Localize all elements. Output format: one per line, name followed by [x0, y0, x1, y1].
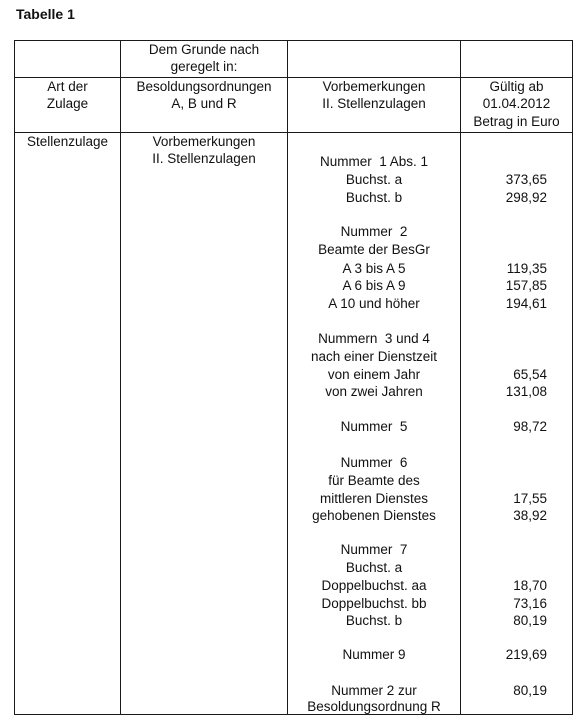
entry-value: 194,61	[505, 296, 547, 311]
entry-value: 373,65	[505, 172, 547, 187]
entry-label: A 10 und höher	[328, 296, 420, 311]
header-col1-line2: Zulage	[46, 96, 89, 111]
header-col1-line1: Art der	[47, 79, 88, 94]
header-col3-line1: Vorbemerkungen	[322, 79, 426, 94]
entry-label: gehobenen Dienstes	[312, 508, 436, 523]
header-col3-line2: II. Stellenzulagen	[322, 96, 426, 111]
entry-label: Nummer 2 zur	[331, 683, 417, 698]
entry-value: 219,69	[505, 647, 547, 662]
entry-value: 73,16	[513, 596, 547, 611]
header-col2-line1: Besoldungsordnungen	[136, 79, 272, 94]
entry-label: Buchst. a	[345, 172, 403, 187]
header-col4-line1: Gültig ab	[489, 79, 544, 94]
entry-label: von einem Jahr	[327, 367, 421, 382]
header-col2-line2: A, B und R	[171, 96, 237, 111]
entry-label: Nummer 7	[340, 542, 408, 557]
entry-value: 98,72	[513, 419, 547, 434]
entry-label: A 6 bis A 9	[342, 278, 406, 293]
entry-value: 131,08	[505, 384, 547, 399]
entry-label: Nummer 6	[340, 455, 408, 470]
entry-label: Nummer 1 Abs. 1	[319, 154, 429, 169]
entry-label: Nummer 5	[340, 419, 408, 434]
header-col4-line2: 01.04.2012	[482, 96, 551, 111]
entry-value: 17,55	[513, 491, 547, 506]
entry-value: 298,92	[505, 190, 547, 205]
entry-value: 80,19	[513, 613, 547, 628]
entry-label: Buchst. b	[345, 613, 403, 628]
header-col4-line3: Betrag in Euro	[473, 114, 560, 129]
entry-label: von zwei Jahren	[325, 384, 423, 399]
entry-label: Doppelbuchst. aa	[321, 578, 427, 593]
entry-label: A 3 bis A 5	[342, 261, 406, 276]
entry-label: Buchst. a	[345, 560, 403, 575]
entry-value: 65,54	[513, 367, 547, 382]
entry-label: Besoldungsordnung R	[307, 699, 441, 714]
body-col1-type: Stellenzulage	[26, 134, 109, 149]
entry-label: Beamte der BesGr	[318, 242, 430, 257]
entry-label: für Beamte des	[328, 473, 420, 488]
entry-label: Nummern 3 und 4	[318, 331, 430, 346]
entry-value: 119,35	[506, 261, 547, 276]
body-col2-line1: Vorbemerkungen	[152, 134, 256, 149]
entry-label: Nummer 9	[342, 647, 406, 662]
entry-value: 18,70	[513, 578, 547, 593]
entry-label: Doppelbuchst. bb	[321, 596, 427, 611]
header-col2-top-line2: geregelt in:	[170, 59, 238, 74]
entry-label: Nummer 2	[340, 224, 408, 239]
entry-label: Buchst. b	[345, 190, 403, 205]
body-col2-line2: II. Stellenzulagen	[152, 151, 256, 166]
entry-value: 38,92	[513, 508, 547, 523]
table-border-top	[14, 40, 573, 41]
header-col2-top-line1: Dem Grunde nach	[148, 42, 260, 57]
table-border-right	[572, 40, 573, 715]
entry-label: nach einer Dienstzeit	[310, 349, 438, 364]
table-title: Tabelle 1	[16, 6, 75, 22]
entry-value: 80,19	[513, 683, 547, 698]
entry-value: 157,85	[505, 278, 547, 293]
entry-label: mittleren Dienstes	[319, 491, 429, 506]
